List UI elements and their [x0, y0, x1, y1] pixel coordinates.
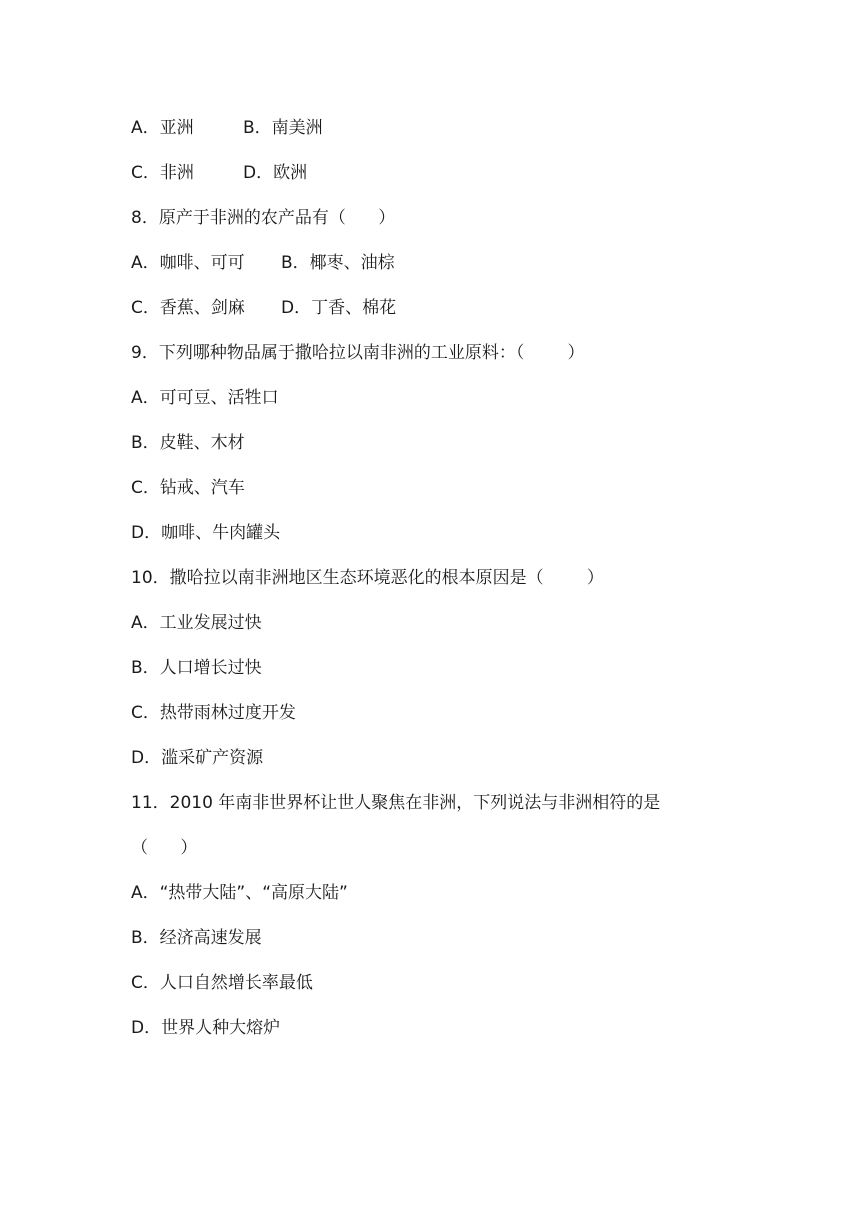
option-c: C．香蕉、剑麻: [131, 298, 245, 318]
option-a: A．“热带大陆”、“高原大陆”: [131, 883, 348, 903]
option-b: B．皮鞋、木材: [131, 433, 245, 453]
option-a: A．工业发展过快: [131, 613, 262, 633]
option-c: C．非洲: [131, 163, 194, 183]
question-10-stem: 10．撒哈拉以南非洲地区生态环境恶化的根本原因是（ ）: [131, 568, 604, 588]
option-b: B．经济高速发展: [131, 928, 262, 948]
option-d: D．丁香、棉花: [281, 298, 397, 318]
question-11-stem: 11．2010 年南非世界杯让世人聚焦在非洲，下列说法与非洲相符的是: [131, 793, 661, 813]
option-c: C．钻戒、汽车: [131, 478, 245, 498]
option-d: D．欧洲: [243, 163, 308, 183]
option-a: A．咖啡、可可: [131, 253, 245, 273]
option-d: D．滥采矿产资源: [131, 748, 264, 768]
option-d: D．咖啡、牛肉罐头: [131, 523, 281, 543]
question-11-stem-continued: （ ）: [131, 838, 198, 858]
question-8-stem: 8．原产于非洲的农产品有（ ）: [131, 208, 396, 228]
option-d: D．世界人种大熔炉: [131, 1018, 281, 1038]
option-b: B．椰枣、油棕: [281, 253, 395, 273]
question-9-stem: 9．下列哪种物品属于撒哈拉以南非洲的工业原料：（ ）: [131, 343, 585, 363]
option-c: C．人口自然增长率最低: [131, 973, 313, 993]
option-a: A．可可豆、活牲口: [131, 388, 279, 408]
option-b: B．人口增长过快: [131, 658, 262, 678]
option-b: B．南美洲: [243, 118, 323, 138]
option-c: C．热带雨林过度开发: [131, 703, 296, 723]
option-a: A．亚洲: [131, 118, 194, 138]
